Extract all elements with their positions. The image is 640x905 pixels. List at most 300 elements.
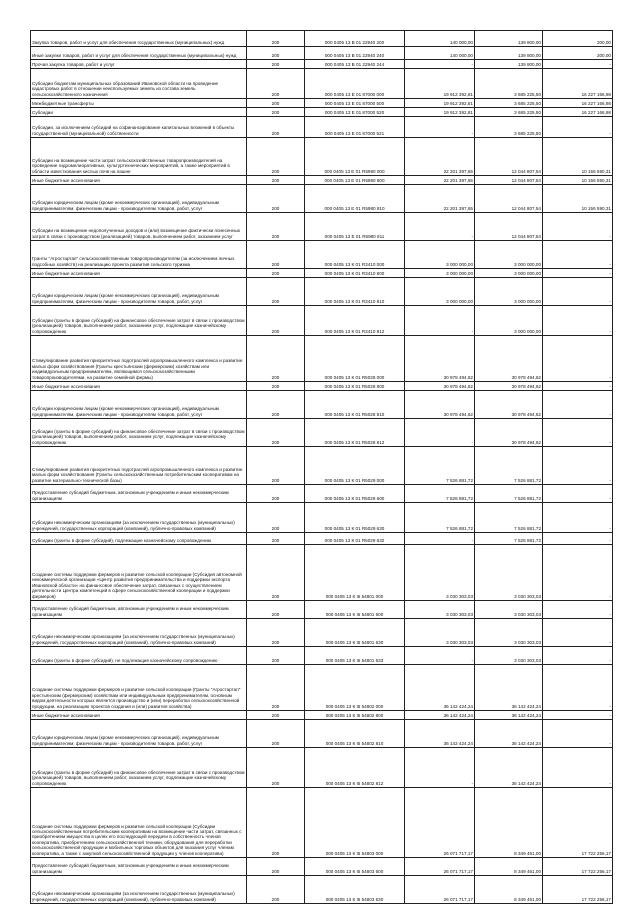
budget-class-code-cell [305,711,405,719]
row-name-cell-text: Прочая закупка товаров, работ и услуг [32,61,115,67]
line-code-cell-text: 200 [271,896,280,902]
remaining-amount-cell-text: - [609,328,611,334]
remaining-amount-cell [543,647,613,664]
remaining-amount-cell-text: - [609,439,611,445]
budget-class-code-cell-text: 000 0405 13 К 01 R3410 800 [324,270,385,276]
budget-class-code-cell-text: 000 0405 13 В 01 22940 244 [324,61,385,67]
approved-amount-cell [405,601,475,618]
line-code-cell [247,503,305,532]
approved-amount-cell [405,306,475,335]
executed-amount-cell [475,213,543,240]
line-code-cell-text: 200 [271,177,280,183]
approved-amount-cell-text: 140 000,00 [450,52,473,58]
remaining-amount-cell-text: 200,00 [596,39,611,45]
line-code-cell [247,185,305,212]
line-code-cell-text: 200 [271,261,280,267]
row-name-cell [31,647,247,664]
approved-amount-cell-text: 140 000,00 [450,39,473,45]
remaining-amount-cell [543,665,613,710]
row-name-cell-text: Субсидии (гранты в форме субсидий), подлежащие казначейскому сопровождению [32,537,212,543]
row-name-cell [31,31,247,46]
approved-amount-cell [405,533,475,544]
executed-amount-cell [475,447,543,484]
row-name-cell-text: Предоставление субсидий бюджетным, автономным учреждениям и иным некоммерческим организациям [32,863,229,874]
budget-class-code-cell [305,213,405,240]
budget-class-code-cell-text: 000 0405 13 К 01 R3410 812 [324,328,385,334]
approved-amount-cell-text: 7 526 881,72 [446,525,473,531]
approved-amount-cell [405,31,475,46]
row-name-cell [31,619,247,646]
approved-amount-cell-text: 22 201 397,65 [443,168,473,174]
executed-amount-cell [475,720,543,747]
row-name-cell [31,185,247,212]
approved-amount-cell-text: 30 978 494,62 [443,383,473,389]
remaining-amount-cell-text: 200,00 [596,52,611,58]
remaining-amount-cell-text: - [609,411,611,417]
executed-amount-cell-text: 36 142 424,24 [511,712,541,718]
remaining-amount-cell-text: 17 722 256,17 [581,868,611,874]
row-name-cell [31,99,247,107]
remaining-amount-cell [543,213,613,240]
remaining-amount-cell-text: 10 156 590,31 [581,177,611,183]
executed-amount-cell [475,306,543,335]
line-code-cell [247,720,305,747]
executed-amount-cell-text: 7 526 881,72 [514,477,541,483]
executed-amount-cell-text: 139 800,00 [518,39,541,45]
table-row [31,858,613,876]
budget-class-code-cell [305,278,405,305]
executed-amount-cell [475,278,543,305]
budget-class-code-cell-text: 000 0405 13 К I5 54802 800 [325,712,384,718]
executed-amount-cell [475,47,543,59]
budget-class-code-cell-text: 000 0405 13 К 01 R5028 810 [324,411,385,417]
budget-class-code-cell [305,60,405,68]
remaining-amount-cell-text: - [609,261,611,267]
remaining-amount-cell [543,485,613,502]
executed-amount-cell-text: 12 044 807,54 [511,168,541,174]
remaining-amount-cell-text: - [609,703,611,709]
row-name-cell-text: Субсидии (гранты в форме субсидий) на финансовое обеспечение затрат в связи с производством (реализацией) товаров, выполнением работ, оказанием услуг, подлежащие казначейскому сопровождению [32,428,245,445]
remaining-amount-cell-text: - [609,298,611,304]
approved-amount-cell-text: 7 526 881,72 [446,495,473,501]
line-code-cell-text: 200 [271,383,280,389]
executed-amount-cell-text: 30 978 494,62 [511,374,541,380]
approved-amount-cell-text: 19 912 392,81 [443,109,473,115]
executed-amount-cell [475,876,543,903]
line-code-cell-text: 200 [271,740,280,746]
line-code-cell-text: 200 [271,525,280,531]
line-code-cell-text: 200 [271,270,280,276]
row-name-cell-text: Стимулирование развития приоритетных подотраслей агропромышленного комплекса и развитие малых форм хозяйствования (Гранты крестьянским (фермерским) хозяйствам или индивидуальным предпринимателям, являющимся сельскохозяйственными товаропроизводителями, на развитие семейной фермы) [32,358,243,380]
executed-amount-cell-text: 7 526 881,72 [514,495,541,501]
executed-amount-cell [475,601,543,618]
budget-class-code-cell-text: 000 0405 13 К 01 R5028 000 [324,374,385,380]
row-name-cell-text: Субсидии некоммерческим организациям (за исключением государственных (муниципальных) учреждений, государственных корпораций (компаний), публично-правовых компаний) [32,891,235,902]
executed-amount-cell-text: 3 000 000,00 [514,270,541,276]
row-name-cell [31,241,247,268]
approved-amount-cell [405,336,475,381]
row-name-cell-text: Создание системы поддержки фермеров и развитие сельской кооперации (Субсидии сельскохозяйственным потребительским кооперативам на возмещение части затрат, связанных с приобретением имущества в целях его последующей передачи в собственность членов кооператива, приобретением сельскохозяйственной техники, оборудования для переработки сельскохозяйственной продукции и мобильных торговых объектов для оказания услуг членам кооператива, а также с закупкой сельскохозяйственной продукции у членов кооператива) [32,823,242,856]
row-name-cell-text: Субсидии бюджетам муниципальных образований Ивановской области на проведение кадастровых работ в отношении неиспользуемых земель из состава земель сельскохозяйственного назначения [32,80,219,97]
row-name-cell-text: Иные закупки товаров, работ и услуг для обеспечения государственных (муниципальных) нужд [32,52,237,58]
row-name-cell [31,176,247,184]
budget-class-code-cell [305,117,405,137]
remaining-amount-cell-text: - [609,130,611,136]
remaining-amount-cell [543,269,613,277]
approved-amount-cell [405,117,475,137]
remaining-amount-cell-text: 17 722 256,17 [581,896,611,902]
budget-class-code-cell-text: 000 0405 13 К I5 54803 600 [325,868,384,874]
executed-amount-cell [475,269,543,277]
table-row [31,138,613,176]
table-row [31,60,613,69]
line-code-cell [247,269,305,277]
approved-amount-cell-text: - [471,61,473,67]
row-name-cell-text: Межбюджетные трансферты [32,100,94,106]
line-code-cell [247,533,305,544]
table-row [31,241,613,269]
row-name-cell-text: Субсидии (гранты в форме субсидий) на финансовое обеспечение затрат в связи с производством (реализацией) товаров, выполнением работ, оказанием услуг, подлежащие казначейскому сопровождению [32,317,245,334]
line-code-cell-text: 200 [271,109,280,115]
remaining-amount-cell-text: - [609,495,611,501]
line-code-cell-text: 200 [271,439,280,445]
row-name-cell [31,336,247,381]
remaining-amount-cell-text: 16 227 166,98 [581,91,611,97]
line-code-cell-text: 200 [271,780,280,786]
approved-amount-cell [405,176,475,184]
line-code-cell [247,647,305,664]
remaining-amount-cell-text: - [609,740,611,746]
row-name-cell [31,503,247,532]
remaining-amount-cell [543,545,613,600]
line-code-cell [247,60,305,68]
row-name-cell [31,391,247,418]
approved-amount-cell-text: 3 030 303,03 [446,611,473,617]
remaining-amount-cell [543,711,613,719]
line-code-cell-text: 200 [271,537,280,543]
table-row [31,47,613,60]
line-code-cell-text: 200 [271,374,280,380]
budget-class-code-cell-text: 000 0405 13 Е 01 87000 520 [324,109,385,115]
remaining-amount-cell [543,447,613,484]
remaining-amount-cell-text: 10 156 590,31 [581,205,611,211]
line-code-cell [247,306,305,335]
executed-amount-cell-text: 3 685 225,50 [514,109,541,115]
table-row [31,31,613,47]
line-code-cell [247,748,305,787]
table-row [31,99,613,108]
budget-class-code-cell [305,31,405,46]
row-name-cell [31,117,247,137]
budget-class-code-cell-text: 000 0405 13 К I5 54802 810 [325,740,384,746]
line-code-cell [247,108,305,116]
executed-amount-cell-text: 3 030 303,03 [514,639,541,645]
approved-amount-cell-text: 30 978 494,62 [443,411,473,417]
executed-amount-cell [475,138,543,175]
approved-amount-cell [405,382,475,390]
approved-amount-cell [405,269,475,277]
table-row [31,382,613,391]
approved-amount-cell-text: 26 071 717,17 [443,850,473,856]
table-row [31,545,613,601]
budget-class-code-cell [305,306,405,335]
row-name-cell-text: Стимулирование развития приоритетных подотраслей агропромышленного комплекса и развитие малых форм хозяйствования (Гранты сельскохозяйственным потребительским кооперативам на развитие материально-технической базы) [32,466,243,483]
budget-class-code-cell-text: 000 0405 13 Е 01 R5980 800 [324,177,385,183]
line-code-cell [247,711,305,719]
line-code-cell-text: 200 [271,168,280,174]
remaining-amount-cell-text: 10 156 590,31 [581,168,611,174]
approved-amount-cell [405,711,475,719]
line-code-cell-text: 200 [271,868,280,874]
line-code-cell [247,336,305,381]
row-name-cell [31,60,247,68]
row-name-cell-text: Субсидии, за исключением субсидий на софинансирование капитальных вложений в объекты государственной (муниципальной) собственности [32,125,235,136]
approved-amount-cell [405,108,475,116]
budget-class-code-cell-text: 000 0405 13 К 01 R5029 632 [324,537,385,543]
budget-class-code-cell-text: 000 0405 13 К 01 R5029 000 [324,477,385,483]
line-code-cell-text: 200 [271,205,280,211]
table-row [31,533,613,545]
line-code-cell-text: 200 [271,328,280,334]
table-row [31,306,613,336]
line-code-cell [247,213,305,240]
budget-class-code-cell [305,858,405,875]
line-code-cell-text: 200 [271,477,280,483]
row-name-cell-text: Предоставление субсидий бюджетным, автономным учреждениям и иным некоммерческим организациям [32,606,229,617]
executed-amount-cell [475,419,543,446]
table-row [31,447,613,485]
budget-class-code-cell-text: 000 0405 13 В 01 22940 200 [324,39,385,45]
table-row [31,503,613,533]
budget-class-code-cell [305,269,405,277]
approved-amount-cell-text: 36 142 424,24 [443,740,473,746]
line-code-cell-text: 200 [271,130,280,136]
executed-amount-cell-text: 36 142 424,24 [511,740,541,746]
approved-amount-cell [405,545,475,600]
table-row [31,748,613,788]
approved-amount-cell [405,185,475,212]
budget-class-code-cell [305,47,405,59]
remaining-amount-cell [543,391,613,418]
row-name-cell-text: Субсидии некоммерческим организациям (за исключением государственных (муниципальных) учреждений, государственных корпораций (компаний), публично-правовых компаний) [32,520,235,531]
approved-amount-cell-text: - [471,537,473,543]
remaining-amount-cell-text: - [609,780,611,786]
table-row [31,391,613,419]
remaining-amount-cell-text: - [609,61,611,67]
line-code-cell-text: 200 [271,712,280,718]
budget-class-code-cell [305,665,405,710]
line-code-cell-text: 200 [271,100,280,106]
approved-amount-cell-text: - [471,780,473,786]
executed-amount-cell [475,503,543,532]
budget-class-code-cell-text: 000 0405 13 Е 01 R5980 810 [324,205,385,211]
remaining-amount-cell [543,278,613,305]
approved-amount-cell-text: - [471,328,473,334]
row-name-cell [31,485,247,502]
remaining-amount-cell-text: - [609,374,611,380]
approved-amount-cell-text: 3 000 000,00 [446,261,473,267]
executed-amount-cell-text: 8 349 461,00 [514,896,541,902]
remaining-amount-cell [543,241,613,268]
row-name-cell-text: Субсидии юридическим лицам (кроме некоммерческих организаций), индивидуальным предпринимателям, физическим лицам - производителям товаров, работ, услуг [32,200,219,211]
executed-amount-cell-text: 139 800,00 [518,52,541,58]
row-name-cell-text: Иные бюджетные ассигнования [32,383,100,389]
budget-class-code-cell-text: 000 0405 13 К I5 54801 633 [325,657,384,663]
line-code-cell [247,447,305,484]
row-name-cell [31,447,247,484]
remaining-amount-cell [543,108,613,116]
executed-amount-cell-text: 36 142 424,24 [511,703,541,709]
row-name-cell-text: Иные бюджетные ассигнования [32,177,100,183]
remaining-amount-cell [543,858,613,875]
row-name-cell [31,269,247,277]
approved-amount-cell [405,47,475,59]
approved-amount-cell [405,241,475,268]
executed-amount-cell-text: 3 000 000,00 [514,261,541,267]
executed-amount-cell-text: 3 685 225,50 [514,100,541,106]
budget-class-code-cell [305,601,405,618]
budget-class-code-cell [305,241,405,268]
row-name-cell [31,748,247,787]
line-code-cell [247,31,305,46]
remaining-amount-cell-text: - [609,233,611,239]
remaining-amount-cell-text: - [609,525,611,531]
approved-amount-cell-text: - [471,657,473,663]
table-row [31,108,613,117]
budget-class-code-cell [305,336,405,381]
executed-amount-cell [475,665,543,710]
budget-table [30,30,613,904]
row-name-cell [31,69,247,98]
remaining-amount-cell-text: - [609,477,611,483]
table-row [31,278,613,306]
approved-amount-cell-text: 7 526 881,72 [446,477,473,483]
row-name-cell-text: Субсидии юридическим лицам (кроме некоммерческих организаций), индивидуальным предпринимателям, физическим лицам - производителям товаров, работ, услуг [32,406,219,417]
line-code-cell [247,601,305,618]
row-name-cell [31,601,247,618]
approved-amount-cell [405,391,475,418]
remaining-amount-cell [543,185,613,212]
budget-class-code-cell [305,176,405,184]
budget-class-code-cell [305,748,405,787]
approved-amount-cell-text: 19 912 392,81 [443,91,473,97]
line-code-cell [247,419,305,446]
executed-amount-cell-text: 3 030 303,03 [514,657,541,663]
remaining-amount-cell [543,60,613,68]
approved-amount-cell [405,748,475,787]
row-name-cell-text: Субсидии (гранты в форме субсидий) на финансовое обеспечение затрат в связи с производством (реализацией) товаров, выполнением работ, оказанием услуг, подлежащие казначейскому сопровождению [32,769,245,786]
executed-amount-cell [475,545,543,600]
table-row [31,619,613,647]
line-code-cell-text: 200 [271,657,280,663]
executed-amount-cell-text: 12 044 807,54 [511,233,541,239]
table-row [31,665,613,711]
approved-amount-cell [405,278,475,305]
approved-amount-cell [405,503,475,532]
table-row [31,185,613,213]
remaining-amount-cell [543,788,613,857]
budget-class-code-cell-text: 000 0405 13 К I5 54802 812 [325,780,384,786]
budget-class-code-cell-text: 000 0405 13 Е 01 R5980 811 [324,233,385,239]
row-name-cell [31,858,247,875]
line-code-cell-text: 200 [271,495,280,501]
table-row [31,876,613,904]
approved-amount-cell [405,485,475,502]
remaining-amount-cell-text: - [609,639,611,645]
budget-class-code-cell-text: 000 0405 13 К 01 R5029 630 [324,525,385,531]
approved-amount-cell-text: 26 071 717,17 [443,868,473,874]
executed-amount-cell [475,788,543,857]
executed-amount-cell [475,382,543,390]
row-name-cell-text: Гранты "Агростартап" сельскохозяйственным товаропроизводителям (за исключением личных подсобных хозяйств) на реализацию проекта развития сельского туризма [32,256,235,267]
executed-amount-cell-text: 7 526 881,72 [514,537,541,543]
remaining-amount-cell [543,503,613,532]
line-code-cell-text: 200 [271,52,280,58]
line-code-cell-text: 200 [271,61,280,67]
table-row [31,269,613,278]
row-name-cell [31,876,247,903]
executed-amount-cell-text: 30 978 494,62 [511,411,541,417]
remaining-amount-cell [543,748,613,787]
executed-amount-cell [475,485,543,502]
table-row [31,117,613,138]
executed-amount-cell [475,69,543,98]
executed-amount-cell-text: 36 142 424,24 [511,780,541,786]
budget-class-code-cell [305,99,405,107]
budget-class-code-cell-text: 000 0405 13 К I5 54801 000 [325,593,384,599]
budget-class-code-cell [305,503,405,532]
line-code-cell [247,117,305,137]
approved-amount-cell-text: 26 071 717,17 [443,896,473,902]
remaining-amount-cell-text: - [609,383,611,389]
row-name-cell-text: Субсидии [32,109,53,115]
approved-amount-cell [405,619,475,646]
remaining-amount-cell-text: 17 722 256,17 [581,850,611,856]
remaining-amount-cell-text: - [609,270,611,276]
row-name-cell-text: Субсидии некоммерческим организациям (за исключением государственных (муниципальных) учреждений, государственных корпораций (компаний), публично-правовых компаний) [32,634,235,645]
approved-amount-cell [405,788,475,857]
line-code-cell [247,138,305,175]
remaining-amount-cell-text: - [609,537,611,543]
approved-amount-cell [405,876,475,903]
row-name-cell [31,278,247,305]
remaining-amount-cell-text: - [609,593,611,599]
approved-amount-cell-text: 3 000 000,00 [446,298,473,304]
approved-amount-cell-text: - [471,130,473,136]
row-name-cell-text: Субсидии на возмещение части затрат сельскохозяйственных товаропроизводителей на проведение гидромелиоративных, культуртехнических мероприятий, а также мероприятий в области известкования кислых почв на пашне [32,157,230,174]
budget-class-code-cell-text: 000 0405 13 Е 01 87000 000 [324,91,385,97]
executed-amount-cell [475,241,543,268]
line-code-cell-text: 200 [271,298,280,304]
line-code-cell-text: 200 [271,703,280,709]
row-name-cell-text: Субсидии юридическим лицам (кроме некоммерческих организаций), индивидуальным предпринимателям, физическим лицам - производителям товаров, работ, услуг [32,735,219,746]
line-code-cell-text: 200 [271,411,280,417]
executed-amount-cell [475,99,543,107]
executed-amount-cell-text: 3 685 225,50 [514,130,541,136]
table-row [31,69,613,99]
remaining-amount-cell [543,336,613,381]
executed-amount-cell-text: 3 000 000,00 [514,328,541,334]
executed-amount-cell-text: 139 800,00 [518,61,541,67]
budget-class-code-cell [305,419,405,446]
line-code-cell [247,99,305,107]
budget-class-code-cell [305,788,405,857]
approved-amount-cell-text: 19 912 392,81 [443,100,473,106]
executed-amount-cell-text: 12 044 807,54 [511,205,541,211]
line-code-cell-text: 200 [271,233,280,239]
budget-class-code-cell [305,545,405,600]
budget-class-code-cell [305,185,405,212]
